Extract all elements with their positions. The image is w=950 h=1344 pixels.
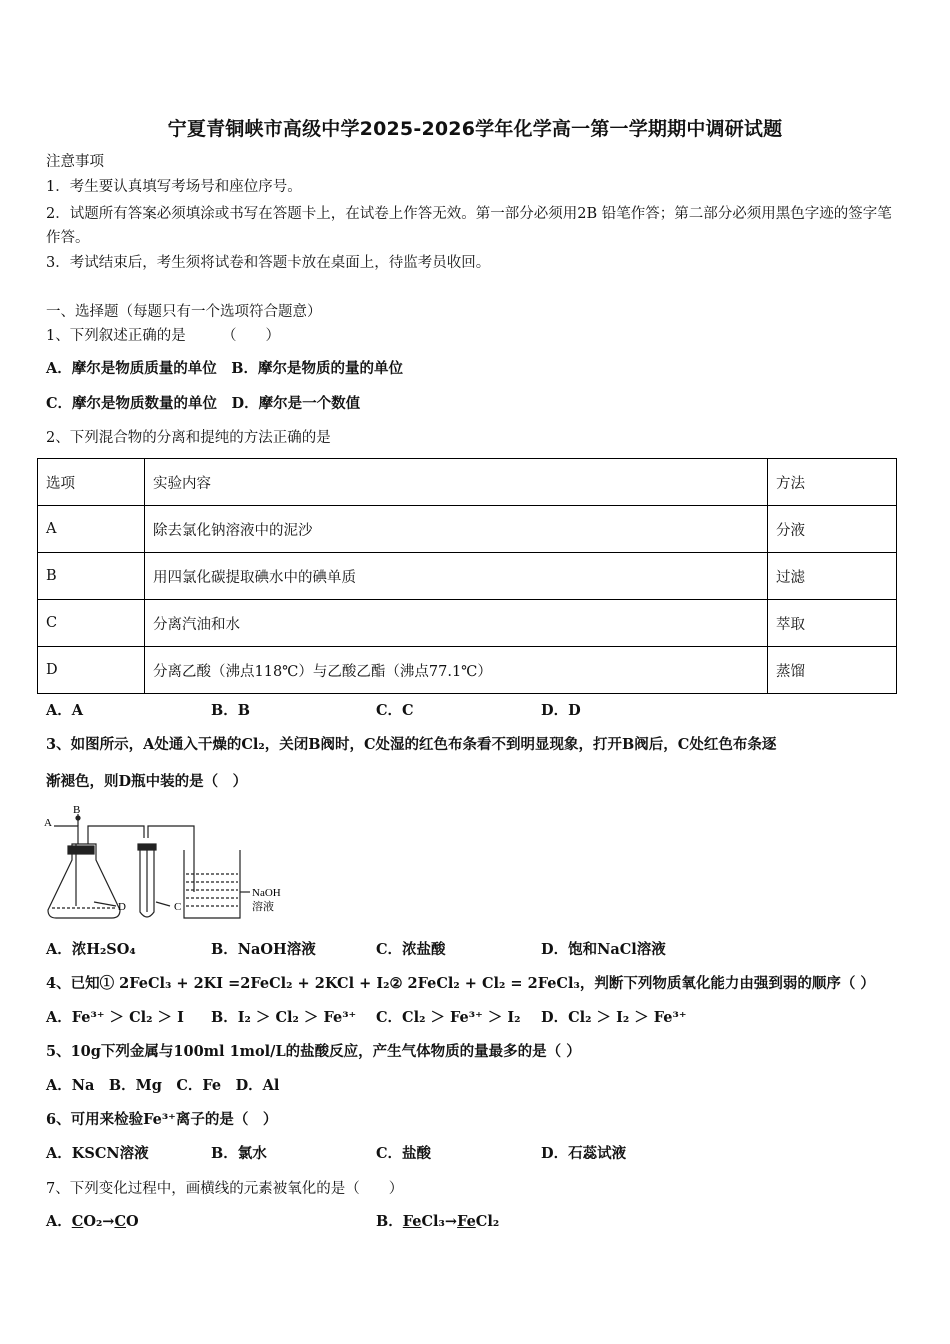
q6-option-d: D．石蕊试液 — [541, 1145, 627, 1162]
underlined-element: Fe — [402, 1213, 422, 1230]
table-header-cell: 选项 — [38, 459, 145, 506]
q2-option-a: A．A — [46, 702, 84, 719]
q3-option-b: B．NaOH溶液 — [211, 941, 316, 958]
apparatus-diagram — [44, 804, 294, 924]
table-cell: D — [38, 647, 145, 694]
q2-option-c: C．C — [376, 702, 414, 719]
table-row — [38, 553, 897, 600]
q5-stem: 5、10g下列金属与100ml 1mol/L的盐酸反应，产生气体物质的量最多的是（ ） — [46, 1043, 581, 1060]
label-naoh: NaOH — [252, 887, 281, 899]
notice-item-1: 1．考生要认真填写考场号和座位序号。 — [46, 179, 302, 195]
q3-option-c: C．浓盐酸 — [376, 941, 446, 958]
table-cell: 分离汽油和水 — [145, 600, 768, 647]
q4-option-a: A．Fe³⁺ ＞ Cl₂ ＞ I — [46, 1009, 184, 1026]
table-cell: 过滤 — [768, 553, 897, 600]
underlined-element: Fe — [457, 1213, 476, 1230]
table-cell: C — [38, 600, 145, 647]
table-row — [38, 600, 897, 647]
q4-option-d: D．Cl₂ ＞ I₂ ＞ Fe³⁺ — [541, 1009, 687, 1026]
notice-item-3: 3．考试结束后，考生须将试卷和答题卡放在桌面上，待监考员收回。 — [46, 255, 491, 271]
q6-stem: 6、可用来检验Fe³⁺离子的是（ ） — [46, 1111, 278, 1128]
notice-heading: 注意事项 — [46, 154, 104, 170]
table-cell: 用四氯化碳提取碘水中的碘单质 — [145, 553, 768, 600]
table-cell: 除去氯化钠溶液中的泥沙 — [145, 506, 768, 553]
q6-option-c: C．盐酸 — [376, 1145, 432, 1162]
formula-rest: O — [126, 1213, 139, 1230]
q3-option-a: A．浓H₂SO₄ — [46, 941, 136, 958]
q4-option-b: B．I₂ ＞ Cl₂ ＞ Fe³⁺ — [211, 1009, 357, 1026]
section-heading: 一、选择题（每题只有一个选项符合题意） — [46, 304, 322, 320]
q5-options: A．Na B．Mg C．Fe D．Al — [46, 1077, 280, 1094]
page-title: 宁夏青铜峡市高级中学2025-2026学年化学高一第一学期期中调研试题 — [167, 118, 783, 140]
table-cell: 蒸馏 — [768, 647, 897, 694]
label-a: A — [44, 817, 52, 829]
q2-table — [37, 458, 897, 694]
q1-options-row2: C．摩尔是物质数量的单位 D．摩尔是一个数值 — [46, 395, 361, 412]
table-header-row — [38, 459, 897, 506]
underlined-element: C — [114, 1213, 126, 1230]
q2-option-b: B．B — [211, 702, 251, 719]
q2-stem: 2、下列混合物的分离和提纯的方法正确的是 — [46, 430, 331, 446]
formula-rest: Cl₃ — [421, 1213, 445, 1230]
table-row — [38, 647, 897, 694]
q7-stem: 7、下列变化过程中，画横线的元素被氧化的是（ ） — [46, 1181, 404, 1197]
arrow: → — [444, 1213, 458, 1230]
q7-option-b-label: B． — [376, 1213, 403, 1230]
q1-options-row1: A．摩尔是物质质量的单位 B．摩尔是物质的量的单位 — [46, 360, 404, 377]
formula-rest: Cl₂ — [475, 1213, 500, 1230]
q7-option-b — [376, 1212, 499, 1232]
table-cell: A — [38, 506, 145, 553]
table-cell: B — [38, 553, 145, 600]
underlined-element: C — [71, 1213, 84, 1230]
q7-option-a-label: A． — [46, 1213, 72, 1230]
q7-option-a — [46, 1212, 139, 1232]
table-header-cell: 实验内容 — [145, 459, 768, 506]
q3-stem-line1: 3、如图所示，A处通入干燥的Cl₂，关闭B阀时，C处湿的红色布条看不到明显现象，打开B阀后，C处红色布条逐 — [46, 736, 777, 753]
q1-stem: 1、下列叙述正确的是 （ ） — [46, 328, 280, 344]
table-cell: 萃取 — [768, 600, 897, 647]
q4-option-c: C．Cl₂ ＞ Fe³⁺ ＞ I₂ — [376, 1009, 521, 1026]
label-c: C — [174, 901, 182, 913]
label-b: B — [73, 804, 81, 816]
q2-option-d: D．D — [541, 702, 581, 719]
table-row — [38, 506, 897, 553]
table-cell: 分液 — [768, 506, 897, 553]
table-header-cell: 方法 — [768, 459, 897, 506]
notice-item-2: 2．试题所有答案必须填涂或书写在答题卡上，在试卷上作答无效。第一部分必须用2B 铅笔作答；第二部分必须用黑色字迹的签字笔作答。 — [46, 206, 892, 246]
q4-stem: 4、已知① 2FeCl₃ + 2KI =2FeCl₂ + 2KCl + I₂② 2FeCl₂ + Cl₂ = 2FeCl₃，判断下列物质氧化能力由强到弱的顺序（ ） — [46, 975, 875, 992]
q3-stem-line2: 渐褪色，则D瓶中装的是（ ） — [46, 773, 248, 790]
q6-option-a: A．KSCN溶液 — [46, 1145, 149, 1162]
label-solution: 溶液 — [252, 901, 274, 913]
q6-option-b: B．氯水 — [211, 1145, 267, 1162]
table-cell: 分离乙酸（沸点118℃）与乙酸乙酯（沸点77.1℃） — [145, 647, 768, 694]
q3-option-d: D．饱和NaCl溶液 — [541, 941, 666, 958]
arrow: → — [102, 1213, 115, 1230]
label-d: D — [118, 901, 126, 913]
formula-rest: O₂ — [83, 1213, 103, 1230]
